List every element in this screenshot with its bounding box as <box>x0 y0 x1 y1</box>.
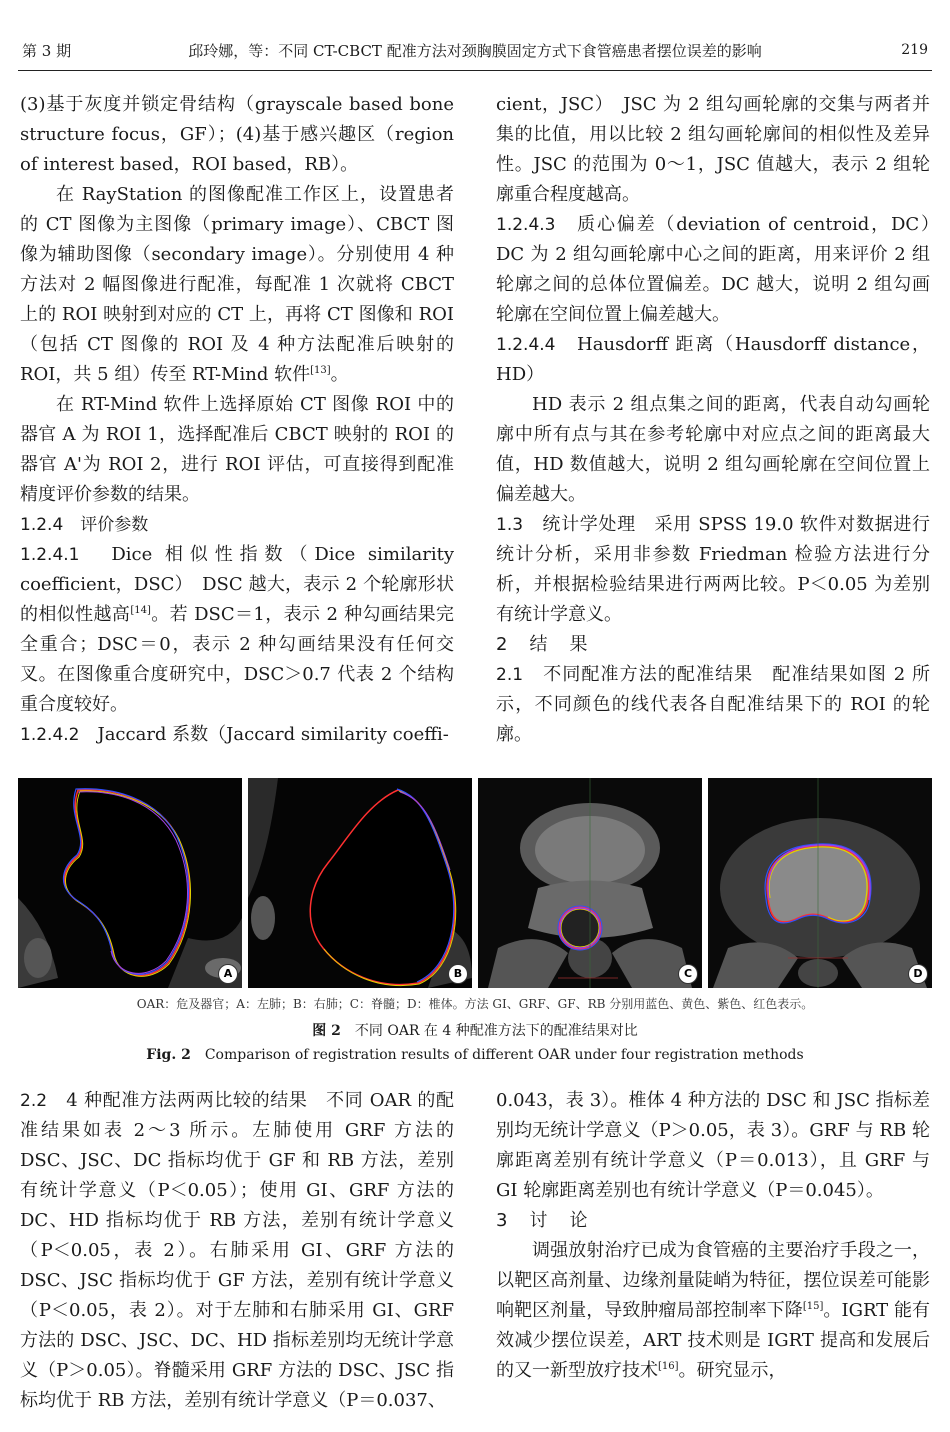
citation[interactable]: [16] <box>658 1361 679 1372</box>
section-title: 2 结 果 <box>496 634 590 655</box>
figure-note: OAR：危及器官；A：左肺；B：右肺；C：脊髓；D：椎体。方法 GI、GRF、GF、RB 分别用蓝色、黄色、紫色、红色表示。 <box>136 997 814 1011</box>
section-heading: 1.2.4 评价参数 <box>20 515 149 535</box>
panel-label: A <box>218 964 238 984</box>
paragraph: cient，JSC） JSC 为 2 组勾画轮廓的交集与两者并集的比值，用以比较 2 组勾画轮廓间的相似性及差异性。JSC 的范围为 0～1，JSC 值越大，表示 2 组轮廓重合程度越高。 <box>496 94 930 205</box>
page-number: 219 <box>901 42 928 58</box>
panel-label: C <box>678 964 698 984</box>
bottom-left-column <box>20 1086 454 1416</box>
bottom-right-column <box>496 1086 930 1386</box>
running-header <box>22 40 928 66</box>
paragraph: 1.3 统计学处理 采用 SPSS 19.0 软件对数据进行统计分析，采用非参数 Friedman 检验方法进行分析，并根据检验结果进行两两比较。P＜0.05 为差别有统计学意义。 <box>496 514 930 625</box>
figure-caption-en: Fig. 2 Comparison of registration results of different OAR under four registration methods <box>146 1047 804 1063</box>
paragraph: 1.2.4.3 质心偏差（deviation of centroid，DC） DC 为 2 组勾画轮廓中心之间的距离，用来评价 2 组轮廓之间的总体位置偏差。DC 越大，说明 2 组勾画轮廓在空间位置上偏差越大。 <box>496 214 948 325</box>
paragraph: 调强放射治疗已成为食管癌的主要治疗手段之一，以靶区高剂量、边缘剂量陡峭为特征，摆位误差可能影响靶区剂量，导致肿瘤局部控制率下降[15]。IGRT 能有效减少摆位误差，ART 技术则是 IGRT 提高和发展后的又一新型放疗技术[16]。研究显示， <box>496 1240 931 1381</box>
figure-2 <box>18 778 932 988</box>
issue-number: 第 3 期 <box>22 42 72 60</box>
figure-panel-c <box>478 778 702 988</box>
paragraph: 0.043，表 3）。椎体 4 种方法的 DSC 和 JSC 指标差别均无统计学意义（P＞0.05，表 3）。GRF 与 RB 轮廓距离差别有统计学意义（P＝0.013），且 GRF 与 GI 轮廓距离差别也有统计学意义（P＝0.045）。 <box>496 1090 930 1201</box>
paragraph: 2.1 不同配准方法的配准结果 配准结果如图 2 所示，不同颜色的线代表各自配准结果下的 ROI 的轮廓。 <box>496 664 930 745</box>
ct-image-spinal-cord <box>478 778 702 988</box>
figure-panel-a <box>18 778 242 988</box>
paragraph: (3)基于灰度并锁定骨结构（grayscale based bone structure focus，GF）；(4)基于感兴趣区（region of interest based，ROI based，RB）。 <box>20 94 454 175</box>
top-left-column <box>20 90 454 750</box>
ct-image-right-lung <box>248 778 472 988</box>
paragraph: 2.2 4 种配准方法两两比较的结果 不同 OAR 的配准结果如表 2～3 所示。左肺使用 GRF 方法的 DSC、JSC、DC 指标均优于 GF 和 RB 方法，差别有统计学意义（P＜0.05）；使用 GI、GRF 方法的 DC、HD 指标均优于 RB 方法，差别有统计学意义（P＜0.05，表 2）。右肺采用 GI、GRF 方法的 DSC、JSC 指标均优于 GF 方法，差别有统计学意义（P＜0.05，表 2）。对于左肺和右肺采用 GI、GRF 方法的 DSC、JSC、DC、HD 指标差别均无统计学意义（P＞0.05）。脊髓采用 GRF 方法的 DSC、JSC 指标均优于 RB 方法，差别有统计学意义（P＝0.037、 <box>20 1090 454 1411</box>
ct-image-left-lung <box>18 778 242 988</box>
citation[interactable]: [14] <box>130 605 151 616</box>
section-title: 3 讨 论 <box>496 1210 590 1231</box>
figure-panel-d <box>708 778 932 988</box>
citation[interactable]: [15] <box>802 1301 824 1312</box>
paragraph: 在 RayStation 的图像配准工作区上，设置患者的 CT 图像为主图像（primary image）、CBCT 图像为辅助图像（secondary image）。分别使用 4 种方法对 2 幅图像进行配准，每配准 1 次就将 CBCT 上的 ROI 映射到对应的 CT 上，再将 CT 图像和 ROI（包括 CT 图像的 ROI 及 4 种方法配准后映射的 ROI，共 5 组）传至 RT-Mind 软件[13]。 <box>20 184 454 385</box>
ct-image-vertebra <box>708 778 932 988</box>
paragraph: 1.2.4.2 Jaccard 系数（Jaccard similarity coeffi- <box>20 724 449 745</box>
header-rule <box>18 70 932 71</box>
paragraph: 1.2.4.4 Hausdorff 距离（Hausdorff distance，HD） <box>496 334 930 385</box>
paragraph: 在 RT-Mind 软件上选择原始 CT 图像 ROI 中的器官 A 为 ROI 1，选择配准后 CBCT 映射的 ROI 的器官 A'为 ROI 2，进行 ROI 评估，可直接得到配准精度评价参数的结果。 <box>20 394 454 505</box>
running-title: 邱玲娜，等：不同 CT-CBCT 配准方法对颈胸膜固定方式下食管癌患者摆位误差的影响 <box>188 42 762 60</box>
citation[interactable]: [13] <box>310 365 331 376</box>
paragraph: 1.2.4.1 Dice 相似性指数（Dice similarity coefficient，DSC） DSC 越大，表示 2 个轮廓形状的相似性越高[14]。若 DSC＝1，表示 2 种勾画结果完全重合；DSC＝0，表示 2 种勾画结果没有任何交叉。在图像重合度研究中，DSC＞0.7 代表 2 个结构重合度较好。 <box>20 544 454 715</box>
panel-label: B <box>448 964 468 984</box>
figure-panel-b <box>248 778 472 988</box>
figure-caption-zh: 图 2 不同 OAR 在 4 种配准方法下的配准结果对比 <box>312 1023 638 1039</box>
paragraph: HD 表示 2 组点集之间的距离，代表自动勾画轮廓中所有点与其在参考轮廓中对应点之间的距离最大值，HD 数值越大，说明 2 组勾画轮廓在空间位置上偏差越大。 <box>496 394 930 505</box>
top-right-column <box>496 90 948 750</box>
panel-label: D <box>908 964 928 984</box>
